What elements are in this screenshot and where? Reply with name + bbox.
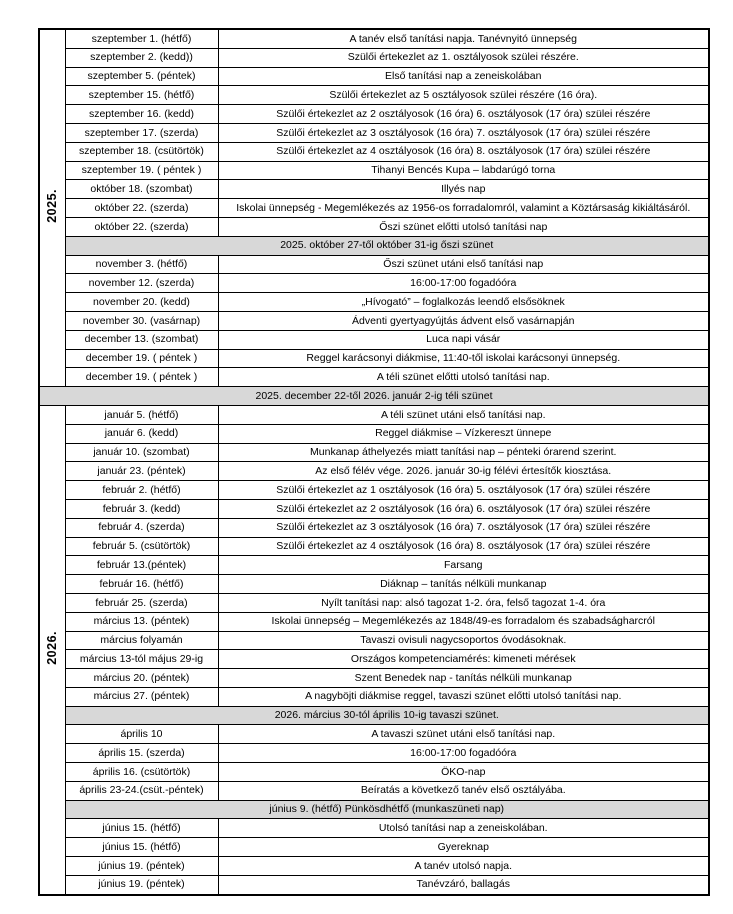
event-row <box>39 293 709 312</box>
event-row <box>39 687 709 706</box>
event-row <box>39 612 709 631</box>
description-cell: A tanév utolsó napja. <box>218 857 709 876</box>
date-cell: november 12. (szerda) <box>65 274 218 293</box>
description-cell: A nagyböjti diákmise reggel, tavaszi szünet előtti utolsó tanítási nap. <box>218 687 709 706</box>
date-cell: december 19. ( péntek ) <box>65 368 218 387</box>
year-cell <box>39 405 65 894</box>
date-cell: február 2. (hétfő) <box>65 481 218 500</box>
description-cell: A tavaszi szünet utáni első tanítási nap. <box>218 725 709 744</box>
description-cell: Szülői értekezlet az 1 osztályosok (16 óra) 5. osztályosok (17 óra) szülei részére <box>218 481 709 500</box>
event-row <box>39 142 709 161</box>
event-row <box>39 650 709 669</box>
event-row <box>39 875 709 894</box>
year-label: 2025. <box>44 189 59 224</box>
description-cell: A tanév első tanítási napja. Tanévnyitó ünnepség <box>218 29 709 48</box>
description-cell: Illyés nap <box>218 180 709 199</box>
break-row <box>39 387 709 406</box>
description-cell: Szülői értekezlet az 4 osztályosok (16 óra) 8. osztályosok (17 óra) szülei részére <box>218 142 709 161</box>
event-row <box>39 593 709 612</box>
description-cell: Országos kompetenciamérés: kimeneti mérések <box>218 650 709 669</box>
event-row <box>39 725 709 744</box>
date-cell: szeptember 1. (hétfő) <box>65 29 218 48</box>
event-row <box>39 481 709 500</box>
date-cell: március 13-tól május 29-ig <box>65 650 218 669</box>
date-cell: április 10 <box>65 725 218 744</box>
date-cell: szeptember 19. ( péntek ) <box>65 161 218 180</box>
event-row <box>39 575 709 594</box>
date-cell: október 22. (szerda) <box>65 217 218 236</box>
description-cell: 16:00-17:00 fogadóóra <box>218 744 709 763</box>
date-cell: december 19. ( péntek ) <box>65 349 218 368</box>
date-cell: szeptember 16. (kedd) <box>65 105 218 124</box>
event-row <box>39 86 709 105</box>
event-row <box>39 311 709 330</box>
event-row <box>39 123 709 142</box>
event-row <box>39 857 709 876</box>
date-cell: február 3. (kedd) <box>65 499 218 518</box>
date-cell: december 13. (szombat) <box>65 330 218 349</box>
event-row <box>39 763 709 782</box>
description-cell: Az első félév vége. 2026. január 30-ig félévi értesítők kiosztása. <box>218 462 709 481</box>
event-row <box>39 462 709 481</box>
date-cell: szeptember 17. (szerda) <box>65 123 218 142</box>
date-cell: június 15. (hétfő) <box>65 819 218 838</box>
break-band-cell: 2025. december 22-től 2026. január 2-ig téli szünet <box>39 387 709 406</box>
date-cell: február 13.(péntek) <box>65 556 218 575</box>
event-row <box>39 499 709 518</box>
description-cell: Szülői értekezlet az 3 osztályosok (16 óra) 7. osztályosok (17 óra) szülei részére <box>218 518 709 537</box>
description-cell: Utolsó tanítási nap a zeneiskolában. <box>218 819 709 838</box>
year-label: 2026. <box>44 631 59 665</box>
date-cell: szeptember 15. (hétfő) <box>65 86 218 105</box>
date-cell: január 10. (szombat) <box>65 443 218 462</box>
break-row <box>39 706 709 725</box>
event-row <box>39 48 709 67</box>
description-cell: Őszi szünet utáni első tanítási nap <box>218 255 709 274</box>
description-cell: Beíratás a következő tanév első osztályába. <box>218 781 709 800</box>
calendar-table-body <box>39 29 709 895</box>
event-row <box>39 330 709 349</box>
description-cell: Reggel karácsonyi diákmise, 11:40-től iskolai karácsonyi ünnepség. <box>218 349 709 368</box>
description-cell: Luca napi vásár <box>218 330 709 349</box>
event-row <box>39 424 709 443</box>
date-cell: január 5. (hétfő) <box>65 405 218 424</box>
event-row <box>39 781 709 800</box>
date-cell: szeptember 5. (péntek) <box>65 67 218 86</box>
description-cell: Szülői értekezlet az 3 osztályosok (16 óra) 7. osztályosok (17 óra) szülei részére <box>218 123 709 142</box>
description-cell: A téli szünet előtti utolsó tanítási nap. <box>218 368 709 387</box>
event-row <box>39 217 709 236</box>
description-cell: Szent Benedek nap - tanítás nélküli munkanap <box>218 669 709 688</box>
description-cell: Tanévzáró, ballagás <box>218 875 709 894</box>
event-row <box>39 556 709 575</box>
description-cell: Első tanítási nap a zeneiskolában <box>218 67 709 86</box>
event-row <box>39 744 709 763</box>
date-cell: március 20. (péntek) <box>65 669 218 688</box>
date-cell: szeptember 2. (kedd)) <box>65 48 218 67</box>
event-row <box>39 29 709 48</box>
event-row <box>39 161 709 180</box>
description-cell: Szülői értekezlet az 2 osztályosok (16 óra) 6. osztályosok (17 óra) szülei részére <box>218 499 709 518</box>
description-cell: Tihanyi Bencés Kupa – labdarúgó torna <box>218 161 709 180</box>
event-row <box>39 105 709 124</box>
description-cell: Szülői értekezlet az 4 osztályosok (16 óra) 8. osztályosok (17 óra) szülei részére <box>218 537 709 556</box>
description-cell: Szülői értekezlet az 2 osztályosok (16 óra) 6. osztályosok (17 óra) szülei részére <box>218 105 709 124</box>
description-cell: Gyereknap <box>218 838 709 857</box>
event-row <box>39 368 709 387</box>
event-row <box>39 255 709 274</box>
description-cell: „Hívogató” – foglalkozás leendő elsősöknek <box>218 293 709 312</box>
event-row <box>39 274 709 293</box>
date-cell: november 3. (hétfő) <box>65 255 218 274</box>
date-cell: június 19. (péntek) <box>65 857 218 876</box>
date-cell: február 4. (szerda) <box>65 518 218 537</box>
event-row <box>39 67 709 86</box>
break-band-cell: 2026. március 30-tól április 10-ig tavaszi szünet. <box>65 706 709 725</box>
description-cell: Iskolai ünnepség – Megemlékezés az 1848/49-es forradalom és szabadságharcról <box>218 612 709 631</box>
event-row <box>39 405 709 424</box>
date-cell: február 16. (hétfő) <box>65 575 218 594</box>
date-cell: január 23. (péntek) <box>65 462 218 481</box>
description-cell: Diáknap – tanítás nélküli munkanap <box>218 575 709 594</box>
date-cell: március 13. (péntek) <box>65 612 218 631</box>
date-cell: október 18. (szombat) <box>65 180 218 199</box>
description-cell: ÖKO-nap <box>218 763 709 782</box>
school-calendar-table <box>38 28 710 896</box>
description-cell: Reggel diákmise – Vízkereszt ünnepe <box>218 424 709 443</box>
event-row <box>39 443 709 462</box>
break-band-cell: 2025. október 27-től október 31-ig őszi szünet <box>65 236 709 255</box>
description-cell: Szülői értekezlet az 1. osztályosok szülei részére. <box>218 48 709 67</box>
event-row <box>39 838 709 857</box>
event-row <box>39 349 709 368</box>
event-row <box>39 669 709 688</box>
date-cell: április 15. (szerda) <box>65 744 218 763</box>
date-cell: június 15. (hétfő) <box>65 838 218 857</box>
description-cell: 16:00-17:00 fogadóóra <box>218 274 709 293</box>
description-cell: Munkanap áthelyezés miatt tanítási nap – pénteki órarend szerint. <box>218 443 709 462</box>
date-cell: szeptember 18. (csütörtök) <box>65 142 218 161</box>
date-cell: november 30. (vasárnap) <box>65 311 218 330</box>
description-cell: Tavaszi ovisuli nagycsoportos óvodásoknak. <box>218 631 709 650</box>
description-cell: Őszi szünet előtti utolsó tanítási nap <box>218 217 709 236</box>
date-cell: március folyamán <box>65 631 218 650</box>
description-cell: Ádventi gyertyagyújtás ádvent első vasárnapján <box>218 311 709 330</box>
date-cell: január 6. (kedd) <box>65 424 218 443</box>
description-cell: A téli szünet utáni első tanítási nap. <box>218 405 709 424</box>
year-cell <box>39 29 65 387</box>
break-row <box>39 236 709 255</box>
date-cell: február 25. (szerda) <box>65 593 218 612</box>
date-cell: február 5. (csütörtök) <box>65 537 218 556</box>
description-cell: Nyílt tanítási nap: alsó tagozat 1-2. óra, felső tagozat 1-4. óra <box>218 593 709 612</box>
event-row <box>39 631 709 650</box>
event-row <box>39 180 709 199</box>
date-cell: június 19. (péntek) <box>65 875 218 894</box>
break-row <box>39 800 709 819</box>
event-row <box>39 537 709 556</box>
date-cell: április 23-24.(csüt.-péntek) <box>65 781 218 800</box>
date-cell: november 20. (kedd) <box>65 293 218 312</box>
date-cell: április 16. (csütörtök) <box>65 763 218 782</box>
break-band-cell: június 9. (hétfő) Pünkösdhétfő (munkaszüneti nap) <box>65 800 709 819</box>
description-cell: Iskolai ünnepség - Megemlékezés az 1956-os forradalomról, valamint a Köztársaság kikiáltásáról. <box>218 199 709 218</box>
event-row <box>39 819 709 838</box>
date-cell: október 22. (szerda) <box>65 199 218 218</box>
event-row <box>39 518 709 537</box>
description-cell: Szülői értekezlet az 5 osztályosok szülei részére (16 óra). <box>218 86 709 105</box>
description-cell: Farsang <box>218 556 709 575</box>
date-cell: március 27. (péntek) <box>65 687 218 706</box>
event-row <box>39 199 709 218</box>
